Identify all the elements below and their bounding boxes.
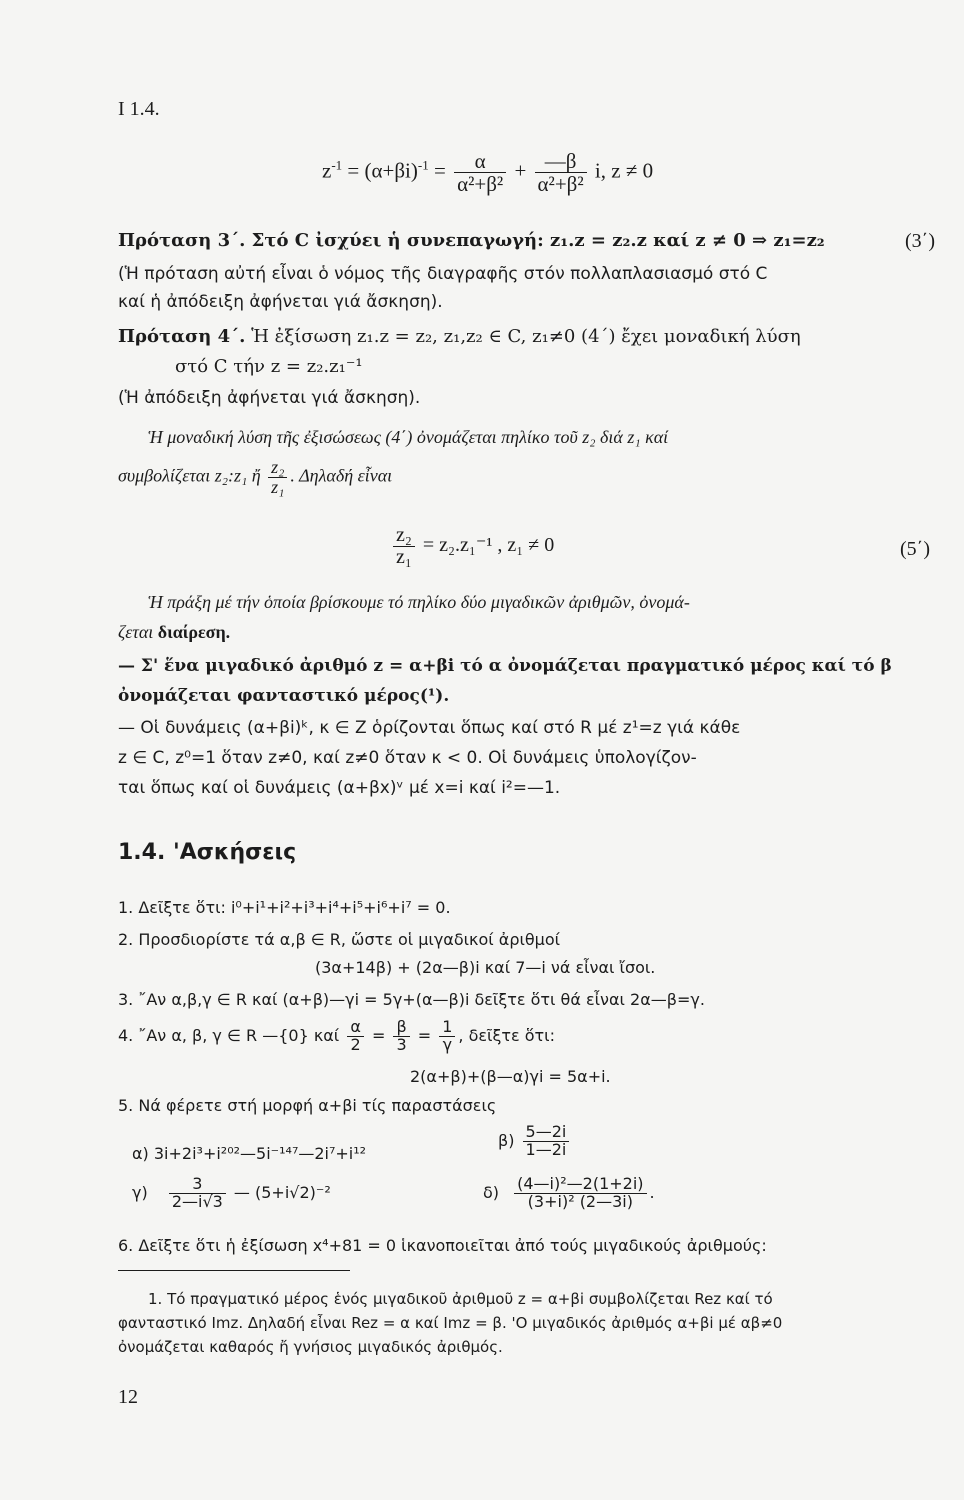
division-line-2: ζεται διαίρεση. [118, 622, 231, 642]
footnote-line-1: 1. Τό πραγματικό μέρος ἑνός μιγαδικοῦ ἀριθμοῦ z = α+βi συμβολίζεται Rez καί τό [148, 1290, 773, 1308]
inverse-formula: $z^{-1} = (\alpha+\beta i)^{-1}$ = $\frac{\alpha}{\text{α²+β²}}$ + $\frac{—\beta}{\text{α²+β²}}$ i, z ≠ 0 [322, 149, 654, 197]
proposition-3-note-line-2: καί ἡ ἀπόδειξη ἀφήνεται γιά ἄσκηση). [118, 292, 443, 312]
powers-line-2: z ∈ C, z⁰=1 ὅταν z≠0, καί z≠0 ὅταν κ < 0. Οἱ δυνάμεις ὑπολογίζον- [118, 748, 697, 768]
equation-ref-3: (3΄) [905, 230, 935, 252]
page-number: 12 [118, 1386, 138, 1408]
real-imag-line-2: ὀνομάζεται φανταστικό μέρος(¹). [118, 686, 450, 706]
exercise-3: 3. ῎Αν α,β,γ ∈ R καί (α+β)—γi = 5γ+(α—β)i δεῖξτε ὅτι θά εἶναι 2α—β=γ. [118, 990, 705, 1009]
exercise-5a: α) 3i+2i³+i²⁰²—5i⁻¹⁴⁷—2i⁷+i¹² [132, 1144, 367, 1163]
exercise-4-line-2: 2(α+β)+(β—α)γi = 5α+i. [410, 1067, 611, 1086]
exercise-2-line-2: (3α+14β) + (2α—β)i καί 7—i νά εἶναι ἴσοι. [315, 958, 656, 977]
formula-5: $\frac{\text{z₂}}{\text{z₁}}$ = z₂.z₁⁻¹ , z₁ ≠ 0 [390, 525, 554, 568]
powers-line-3: ται ὅπως καί οἱ δυνάμεις (α+βx)ᵛ μέ x=i καί i²=—1. [118, 778, 561, 798]
footnote-rule [118, 1270, 350, 1271]
definition-line-2: συμβολίζεται z₂:z₁ ἤ $\frac{\text{z₂}}{\text{z₁}}$ . Δηλαδή εἶναι [118, 457, 393, 497]
section-reference: I 1.4. [118, 98, 160, 120]
proposition-4-line-2: στό C τήν z = z₂.z₁⁻¹ [175, 356, 363, 377]
footnote-line-2: φανταστικό Imz. Δηλαδή εἶναι Rez = α καί Imz = β. 'Ο μιγαδικός ἀριθμός α+βi μέ αβ≠0 [118, 1314, 783, 1332]
footnote-line-3: ὀνομάζεται καθαρός ἤ γνήσιος μιγαδικός ἀριθμός. [118, 1338, 503, 1356]
equation-ref-5: (5΄) [900, 538, 930, 560]
exercise-1: 1. Δεῖξτε ὅτι: i⁰+i¹+i²+i³+i⁴+i⁵+i⁶+i⁷ = 0. [118, 898, 451, 917]
powers-line-1: — Οἱ δυνάμεις (α+βi)ᵏ, κ ∈ Z ὁρίζονται ὅπως καί στό R μέ z¹=z γιά κάθε [118, 718, 741, 738]
proposition-3: Πρόταση 3΄. Στό C ἰσχύει ἡ συνεπαγωγή: z₁.z = z₂.z καί z ≠ 0 ⇒ z₁=z₂ [118, 230, 825, 251]
proposition-4-note: (Ἡ ἀπόδειξη ἀφήνεται γιά ἄσκηση). [118, 388, 421, 408]
exercise-2-line-1: 2. Προσδιορίστε τά α,β ∈ R, ὥστε οἱ μιγαδικοί ἀριθμοί [118, 930, 561, 949]
real-imag-line-1: — Σ' ἕνα μιγαδικό ἀριθμό z = α+βi τό α ὀνομάζεται πραγματικό μέρος καί τό β [118, 656, 892, 676]
exercise-5: 5. Νά φέρετε στή μορφή α+βi τίς παραστάσεις [118, 1096, 497, 1115]
exercise-6: 6. Δεῖξτε ὅτι ἡ ἐξίσωση x⁴+81 = 0 ἱκανοποιεῖται ἀπό τούς μιγαδικούς ἀριθμούς: [118, 1236, 767, 1255]
proposition-3-note-line-1: (Ἡ πρόταση αὐτή εἶναι ὁ νόμος τῆς διαγραφῆς στόν πολλαπλασιασμό στό C [118, 264, 768, 284]
exercise-5d: δ) $\frac{\text{(4—i)²—2(1+2i)}}{\text{(3+i)² (2—3i)}}$ . [483, 1174, 655, 1211]
exercise-5b: β) $\frac{5—2i}{1—2i}$ [498, 1124, 572, 1159]
exercises-heading: 1.4. 'Ασκήσεις [118, 840, 297, 865]
exercise-4: 4. ῎Αν α, β, γ ∈ R —{0} καί $\frac{\alpha}{2}$ = $\frac{\beta}{3}$ = $\frac{1}{\gamma}$ , δεῖξτε ὅτι: [118, 1017, 555, 1054]
proposition-4: Πρόταση 4΄. Ἡ ἐξίσωση z₁.z = z₂, z₁,z₂ ∈ C, z₁≠0 (4΄) ἔχει μοναδική λύση [118, 326, 801, 347]
division-line-1: Ἡ πράξη μέ τήν ὁποία βρίσκουμε τό πηλίκο δύο μιγαδικῶν ἀριθμῶν, ὀνομά- [148, 592, 690, 612]
definition-line-1: Ἡ μοναδική λύση τῆς ἐξισώσεως (4΄) ὀνομάζεται πηλίκο τοῦ z₂ διά z₁ καί [148, 427, 669, 447]
exercise-5c: γ) $\frac{3}{2—i√3}$ — (5+i√2)⁻² [132, 1174, 331, 1211]
